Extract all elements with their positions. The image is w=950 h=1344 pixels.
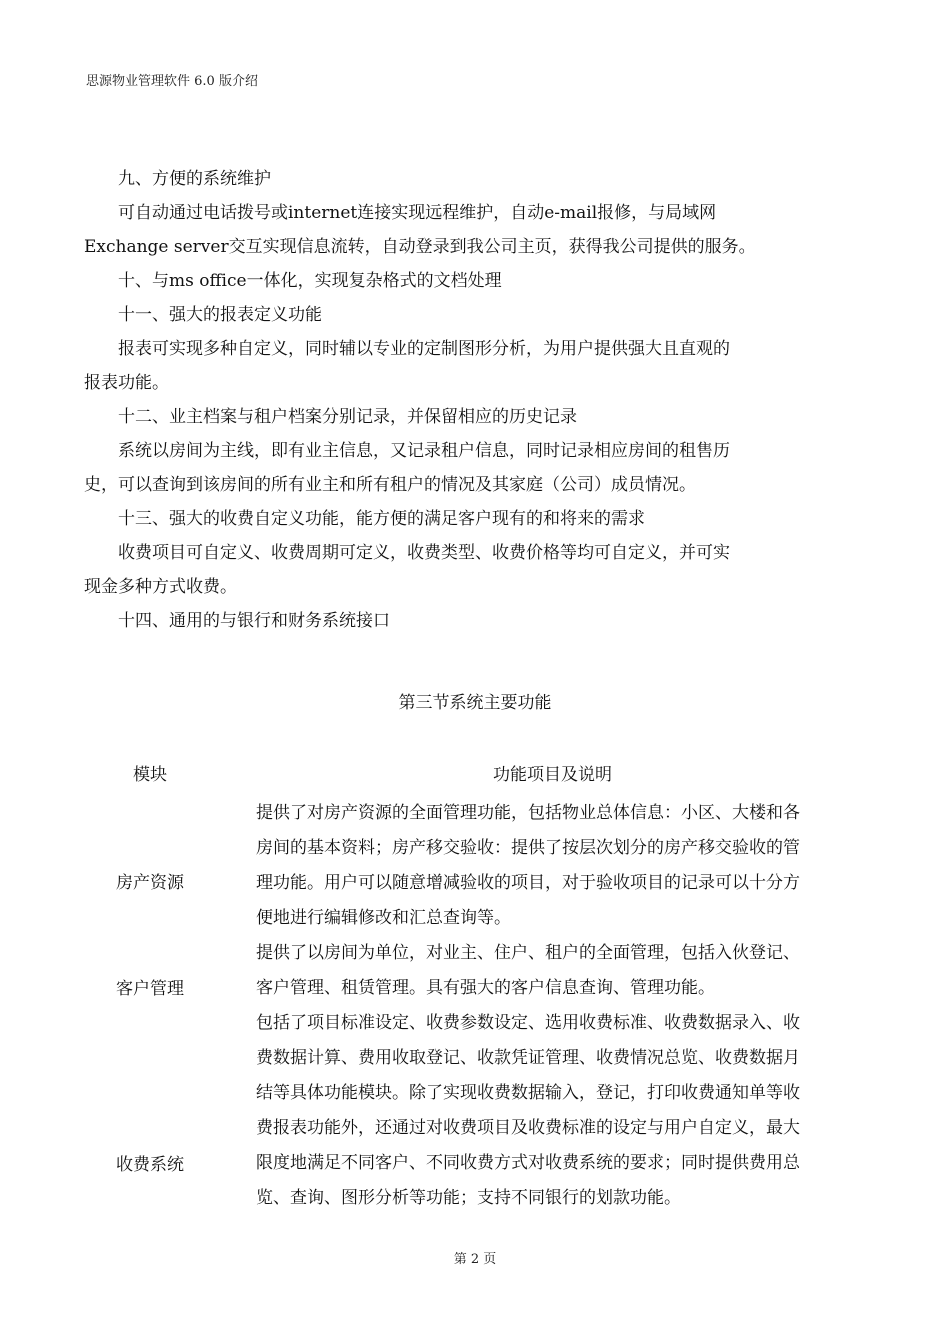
table-header-module: 模块 bbox=[133, 765, 167, 785]
description-line: 客户管理、租赁管理。具有强大的客户信息查询、管理功能。 bbox=[256, 978, 715, 998]
description-line: 结等具体功能模块。除了实现收费数据输入，登记，打印收费通知单等收 bbox=[256, 1083, 800, 1103]
heading-9: 九、方便的系统维护 bbox=[118, 169, 271, 189]
section-title: 第三节系统主要功能 bbox=[398, 693, 552, 713]
page-header: 思源物业管理软件 6.0 版介绍 bbox=[86, 74, 258, 89]
heading-10: 十、与ms office一体化，实现复杂格式的文档处理 bbox=[118, 271, 502, 291]
text-line: 收费项目可自定义、收费周期可定义，收费类型、收费价格等均可自定义，并可实 bbox=[118, 543, 730, 563]
module-name: 收费系统 bbox=[116, 1155, 184, 1175]
description-line: 便地进行编辑修改和汇总查询等。 bbox=[256, 908, 511, 928]
description-line: 览、查询、图形分析等功能；支持不同银行的划款功能。 bbox=[256, 1188, 681, 1208]
text-line: 报表功能。 bbox=[84, 373, 169, 393]
text-line: 报表可实现多种自定义，同时辅以专业的定制图形分析，为用户提供强大且直观的 bbox=[118, 339, 730, 359]
text-line: 可自动通过电话拨号或internet连接实现远程维护，自动e-mail报修，与局域网 bbox=[118, 203, 717, 223]
module-name: 客户管理 bbox=[116, 979, 184, 999]
description-line: 房间的基本资料；房产移交验收：提供了按层次划分的房产移交验收的管 bbox=[256, 838, 800, 858]
module-description bbox=[256, 796, 866, 936]
description-line: 费数据计算、费用收取登记、收款凭证管理、收费情况总览、收费数据月 bbox=[256, 1048, 800, 1068]
table-header-function: 功能项目及说明 bbox=[493, 765, 612, 785]
text-line: 现金多种方式收费。 bbox=[84, 577, 237, 597]
description-line: 费报表功能外，还通过对收费项目及收费标准的设定与用户自定义，最大 bbox=[256, 1118, 800, 1138]
text-line: 系统以房间为主线，即有业主信息，又记录租户信息，同时记录相应房间的租售历 bbox=[118, 441, 730, 461]
heading-12: 十二、业主档案与租户档案分别记录，并保留相应的历史记录 bbox=[118, 407, 577, 427]
text-line: 史，可以查询到该房间的所有业主和所有租户的情况及其家庭（公司）成员情况。 bbox=[84, 475, 696, 495]
module-name: 房产资源 bbox=[116, 873, 184, 893]
module-description bbox=[256, 1006, 866, 1216]
page-number: 第 2 页 bbox=[453, 1252, 497, 1267]
description-line: 包括了项目标准设定、收费参数设定、选用收费标准、收费数据录入、收 bbox=[256, 1013, 800, 1033]
description-line: 理功能。用户可以随意增减验收的项目，对于验收项目的记录可以十分方 bbox=[256, 873, 800, 893]
description-line: 提供了对房产资源的全面管理功能，包括物业总体信息：小区、大楼和各 bbox=[256, 803, 800, 823]
heading-11: 十一、强大的报表定义功能 bbox=[118, 305, 322, 325]
text-line: Exchange server交互实现信息流转，自动登录到我公司主页，获得我公司提供的服务。 bbox=[84, 237, 756, 257]
description-line: 提供了以房间为单位，对业主、住户、租户的全面管理，包括入伙登记、 bbox=[256, 943, 800, 963]
heading-14: 十四、通用的与银行和财务系统接口 bbox=[118, 611, 390, 631]
description-line: 限度地满足不同客户、不同收费方式对收费系统的要求；同时提供费用总 bbox=[256, 1153, 800, 1173]
body-text bbox=[84, 162, 844, 638]
heading-13: 十三、强大的收费自定义功能，能方便的满足客户现有的和将来的需求 bbox=[118, 509, 645, 529]
module-description bbox=[256, 936, 866, 1006]
